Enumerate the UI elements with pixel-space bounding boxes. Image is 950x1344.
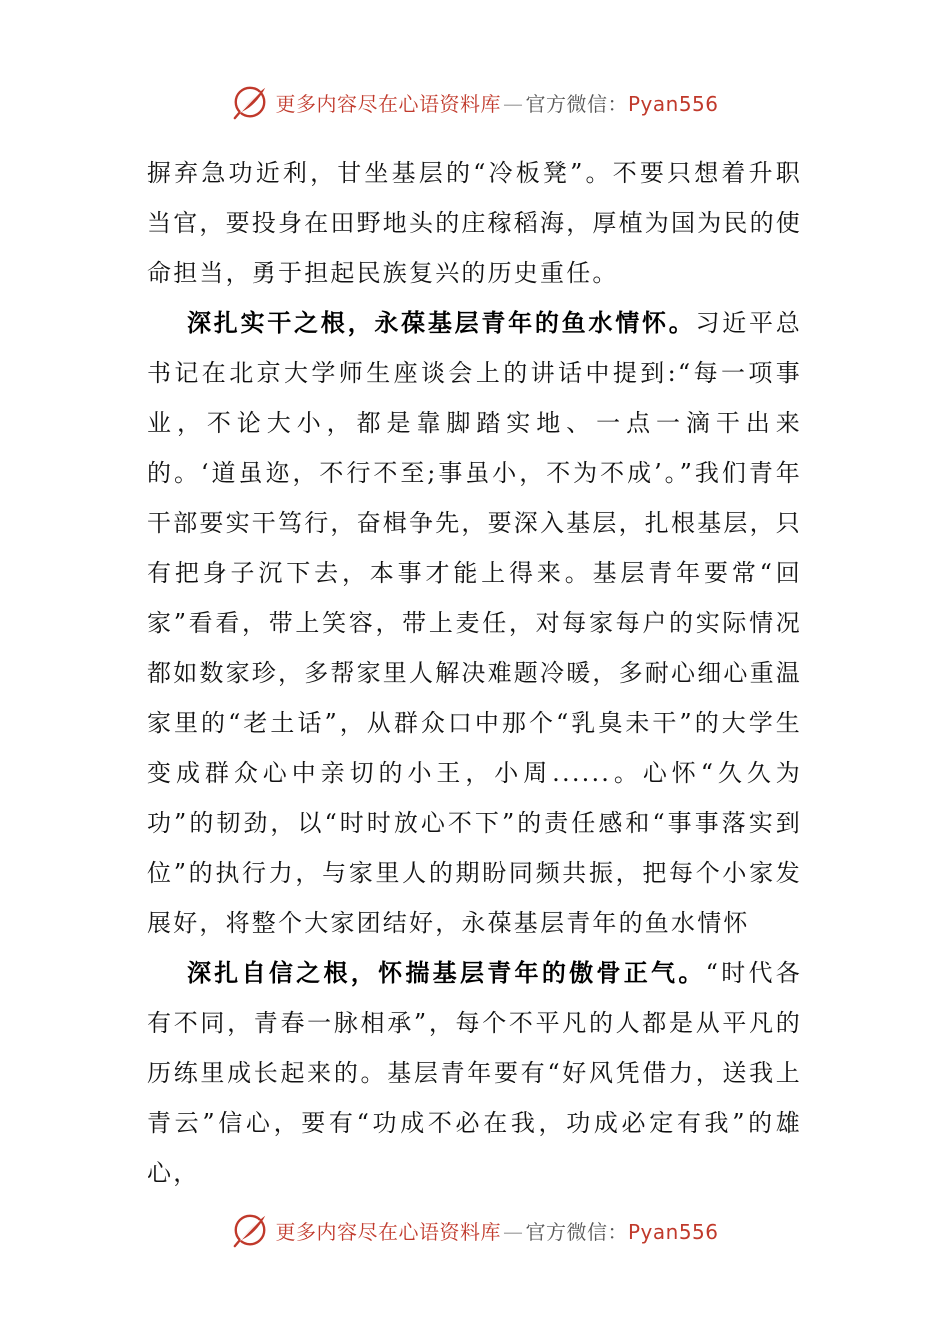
paragraph-1 — [147, 148, 802, 298]
paragraph-heading: 深扎实干之根，永葆基层青年的鱼水情怀。 — [187, 309, 696, 337]
banner-title: 更多内容尽在心语资料库 — [275, 1219, 501, 1244]
article-body — [147, 148, 802, 1198]
banner-separator: — — [502, 1219, 524, 1244]
wechat-id: Pyan556 — [627, 91, 719, 116]
banner-title: 更多内容尽在心语资料库 — [275, 91, 501, 116]
wechat-label: 官方微信： — [525, 91, 628, 116]
feather-pen-icon — [231, 1211, 269, 1249]
feather-pen-icon — [231, 83, 269, 121]
paragraph-3 — [147, 948, 802, 1198]
header-banner — [0, 82, 950, 122]
paragraph-text: “时代各有不同，青春一脉相承”，每个不平凡的人都是从平凡的历练里成长起来的。基层青年要有“好风凭借力，送我上青云”信心，要有“功成不必在我，功成必定有我”的雄心， — [147, 959, 802, 1187]
header-banner-text — [275, 88, 718, 117]
footer-banner-text — [275, 1216, 718, 1245]
wechat-id: Pyan556 — [627, 1219, 719, 1244]
wechat-label: 官方微信： — [525, 1219, 628, 1244]
paragraph-2 — [147, 298, 802, 948]
banner-separator: — — [502, 91, 524, 116]
paragraph-heading: 深扎自信之根，怀揣基层青年的傲骨正气。 — [187, 959, 706, 987]
paragraph-text: 摒弃急功近利，甘坐基层的“冷板凳”。不要只想着升职当官，要投身在田野地头的庄稼稻海，厚植为国为民的使命担当，勇于担起民族复兴的历史重任。 — [147, 159, 802, 287]
paragraph-text: 习近平总书记在北京大学师生座谈会上的讲话中提到:“每一项事业，不论大小，都是靠脚踏实地、一点一滴干出来的。‘道虽迩，不行不至;事虽小，不为不成’。”我们青年干部要实干笃行，奋楫争先，要深入基层，扎根基层，只有把身子沉下去，本事才能上得来。基层青年要常“回家”看看，带上笑容，带上麦任，对每家每户的实际情况都如数家珍，多帮家里人解决难题冷暖，多耐心细心重温家里的“老土话”，从群众口中那个“乳臭未干”的大学生变成群众心中亲切的小王，小周......。心怀“久久为功”的韧劲，以“时时放心不下”的责任感和“事事落实到位”的执行力，与家里人的期盼同频共振，把每个小家发展好，将整个大家团结好，永葆基层青年的鱼水情怀 — [147, 309, 802, 937]
footer-banner — [0, 1210, 950, 1250]
